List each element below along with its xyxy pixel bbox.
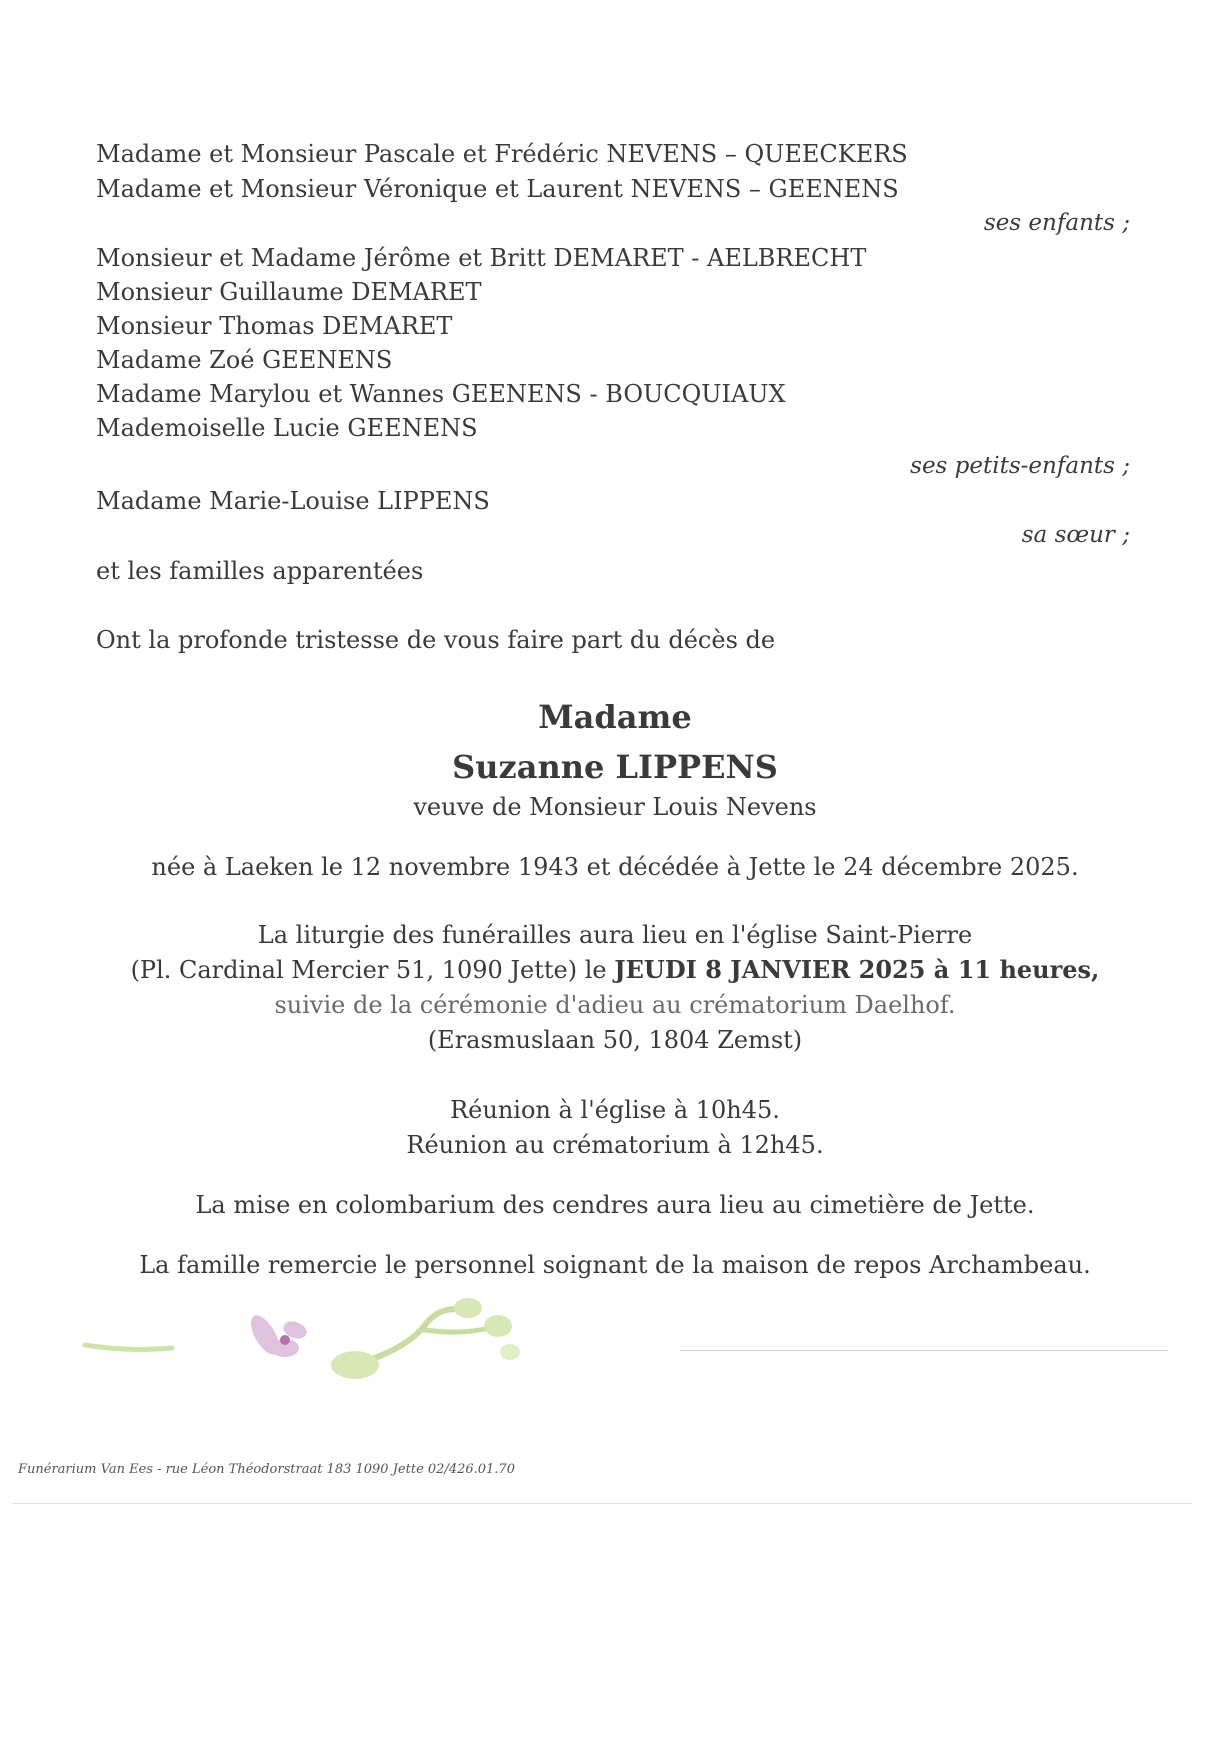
funeral-date: JEUDI 8 JANVIER 2025 à 11 heures, — [614, 955, 1100, 984]
funeral-line: La liturgie des funérailles aura lieu en l'église Saint-Pierre — [257, 921, 973, 949]
funeral-line: (Erasmuslaan 50, 1804 Zemst) — [427, 1026, 803, 1054]
family-line: Monsieur Guillaume DEMARET — [96, 278, 482, 306]
family-line: Madame Marie-Louise LIPPENS — [96, 487, 490, 515]
page-edge-divider — [12, 1503, 1192, 1504]
family-line: Madame Marylou et Wannes GEENENS - BOUCQUIAUX — [96, 380, 786, 408]
funeral-location: (Pl. Cardinal Mercier 51, 1090 Jette) le — [130, 956, 615, 984]
family-line: et les familles apparentées — [96, 557, 424, 585]
family-line: Monsieur et Madame Jérôme et Britt DEMARET - AELBRECHT — [96, 244, 867, 272]
deceased-name: Suzanne LIPPENS — [452, 748, 778, 786]
widow-of: veuve de Monsieur Louis Nevens — [413, 793, 817, 821]
funeral-home-footer: Funérarium Van Ees - rue Léon Théodorstraat 183 1090 Jette 02/426.01.70 — [18, 1462, 515, 1477]
divider — [680, 1350, 1168, 1351]
announcement: Ont la profonde tristesse de vous faire part du décès de — [96, 626, 776, 654]
birth-death: née à Laeken le 12 novembre 1943 et décédée à Jette le 24 décembre 2025. — [151, 853, 1079, 881]
funeral-line: suivie de la cérémonie d'adieu au crématorium Daelhof. — [274, 991, 956, 1019]
meeting-line: Réunion au crématorium à 12h45. — [406, 1131, 824, 1159]
meeting-line: Réunion à l'église à 10h45. — [450, 1096, 780, 1124]
family-line: Monsieur Thomas DEMARET — [96, 312, 453, 340]
family-line: Madame et Monsieur Pascale et Frédéric NEVENS – QUEECKERS — [96, 140, 908, 168]
role-sister: sa sœur ; — [1021, 522, 1130, 548]
role-grandchildren: ses petits-enfants ; — [910, 453, 1130, 479]
family-line: Mademoiselle Lucie GEENENS — [96, 414, 478, 442]
funeral-line — [0, 954, 1208, 986]
orchid-decoration-icon — [80, 1290, 600, 1400]
role-children: ses enfants ; — [983, 210, 1130, 236]
deceased-title: Madame — [538, 698, 692, 736]
family-line: Madame et Monsieur Véronique et Laurent NEVENS – GEENENS — [96, 175, 899, 203]
family-line: Madame Zoé GEENENS — [96, 346, 393, 374]
thanks-line: La famille remercie le personnel soignant de la maison de repos Archambeau. — [139, 1251, 1091, 1279]
columbarium-line: La mise en colombarium des cendres aura lieu au cimetière de Jette. — [195, 1191, 1035, 1219]
